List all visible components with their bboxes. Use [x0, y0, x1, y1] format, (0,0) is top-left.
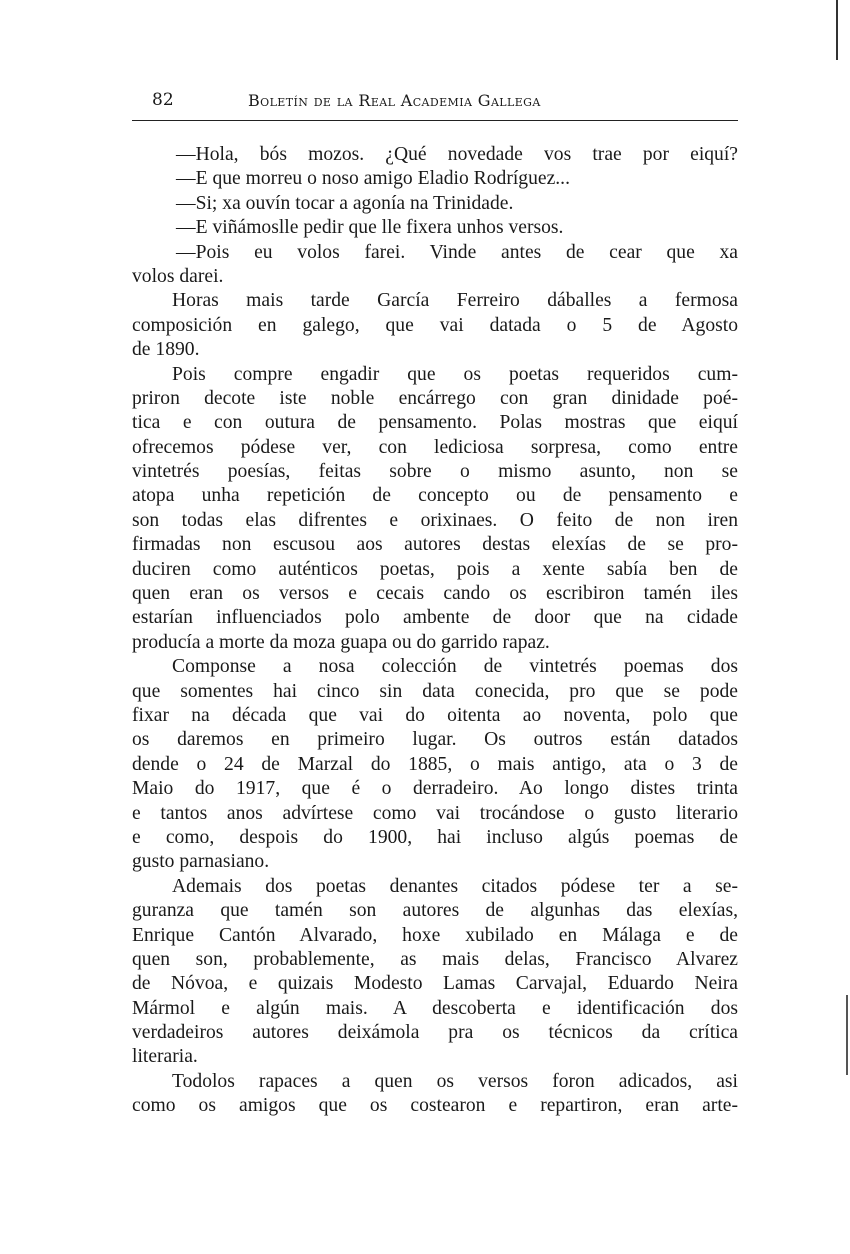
text-line: verdadeiros autores deixámola pra os técnicos da crítica	[132, 1022, 738, 1044]
text-line: ofrecemos pódese ver, con lediciosa sorpresa, como entre	[132, 436, 738, 458]
text-line: firmadas non escusou aos autores destas elexías de se pro-	[132, 534, 738, 556]
text-line: gusto parnasiano.	[132, 851, 270, 873]
text-line: e tantos anos advírtese como vai trocándose o gusto literario	[132, 802, 738, 824]
running-title: Boletín de la Real Academia Gallega	[248, 91, 541, 110]
scan-edge-mark	[846, 995, 848, 1075]
text-line: —E viñámoslle pedir que lle fixera unhos versos.	[176, 217, 564, 239]
text-line: priron decote iste noble encárrego con gran dinidade poé-	[132, 387, 738, 409]
text-line: vintetrés poesías, feitas sobre o mismo asunto, non se	[132, 461, 738, 483]
text-line: —Hola, bós mozos. ¿Qué novedade vos trae por eiquí?	[176, 144, 738, 165]
text-line: composición en galego, que vai datada o 5 de Agosto	[132, 314, 738, 336]
text-line: Todolos rapaces a quen os versos foron adicados, asi	[172, 1070, 738, 1092]
text-line: literaria.	[132, 1046, 198, 1068]
text-line: de 1890.	[132, 339, 200, 361]
text-line: Maio do 1917, que é o derradeiro. Ao longo distes trinta	[132, 778, 738, 800]
text-line: producía a morte da moza guapa ou do garrido rapaz.	[132, 631, 550, 653]
text-line: volos darei.	[132, 265, 224, 287]
text-line: quen son, probablemente, as mais delas, Francisco Alvarez	[132, 948, 738, 970]
text-line: —Pois eu volos farei. Vinde antes de cear que xa	[176, 241, 738, 263]
text-line: Componse a nosa colección de vintetrés poemas dos	[172, 656, 738, 678]
scan-edge-mark	[836, 0, 838, 60]
body-text	[132, 143, 738, 1119]
text-line: Enrique Cantón Alvarado, hoxe xubilado en Málaga e de	[132, 924, 738, 946]
text-line: Horas mais tarde García Ferreiro dáballes a fermosa	[172, 290, 738, 312]
text-line: de Nóvoa, e quizais Modesto Lamas Carvajal, Eduardo Neira	[132, 973, 738, 995]
page-header	[132, 90, 738, 116]
header-rule	[132, 120, 738, 121]
text-line: Ademais dos poetas denantes citados pódese ter a se-	[172, 875, 738, 897]
text-line: tica e con outura de pensamento. Polas mostras que eiquí	[132, 412, 738, 434]
text-line: atopa unha repetición de concepto ou de pensamento e	[132, 485, 738, 507]
text-line: Pois compre engadir que os poetas requeridos cum-	[172, 363, 738, 385]
text-line: —E que morreu o noso amigo Eladio Rodríguez...	[176, 168, 570, 190]
text-line: como os amigos que os costearon e repartiron, eran arte-	[132, 1095, 738, 1117]
text-line: duciren como auténticos poetas, pois a xente sabía ben de	[132, 558, 738, 580]
text-line: —Si; xa ouvín tocar a agonía na Trinidade.	[176, 192, 514, 214]
text-line: fixar na década que vai do oitenta ao noventa, polo que	[132, 704, 738, 726]
text-line: estarían influenciados polo ambente de door que na cidade	[132, 607, 738, 629]
text-line: e como, despois do 1900, hai incluso algús poemas de	[132, 826, 738, 848]
text-line: os daremos en primeiro lugar. Os outros están datados	[132, 729, 738, 751]
text-line: quen eran os versos e cecais cando os escribiron tamén iles	[132, 583, 738, 605]
text-line: son todas elas difrentes e orixinaes. O feito de non iren	[132, 509, 738, 531]
page-number: 82	[152, 90, 174, 110]
text-line: que somentes hai cinco sin data conecida, pro que se pode	[132, 680, 738, 702]
text-line: Mármol e algún mais. A descoberta e identificación dos	[132, 997, 738, 1019]
text-line: dende o 24 de Marzal do 1885, o mais antigo, ata o 3 de	[132, 753, 738, 775]
text-line: guranza que tamén son autores de algunhas das elexías,	[132, 900, 738, 922]
